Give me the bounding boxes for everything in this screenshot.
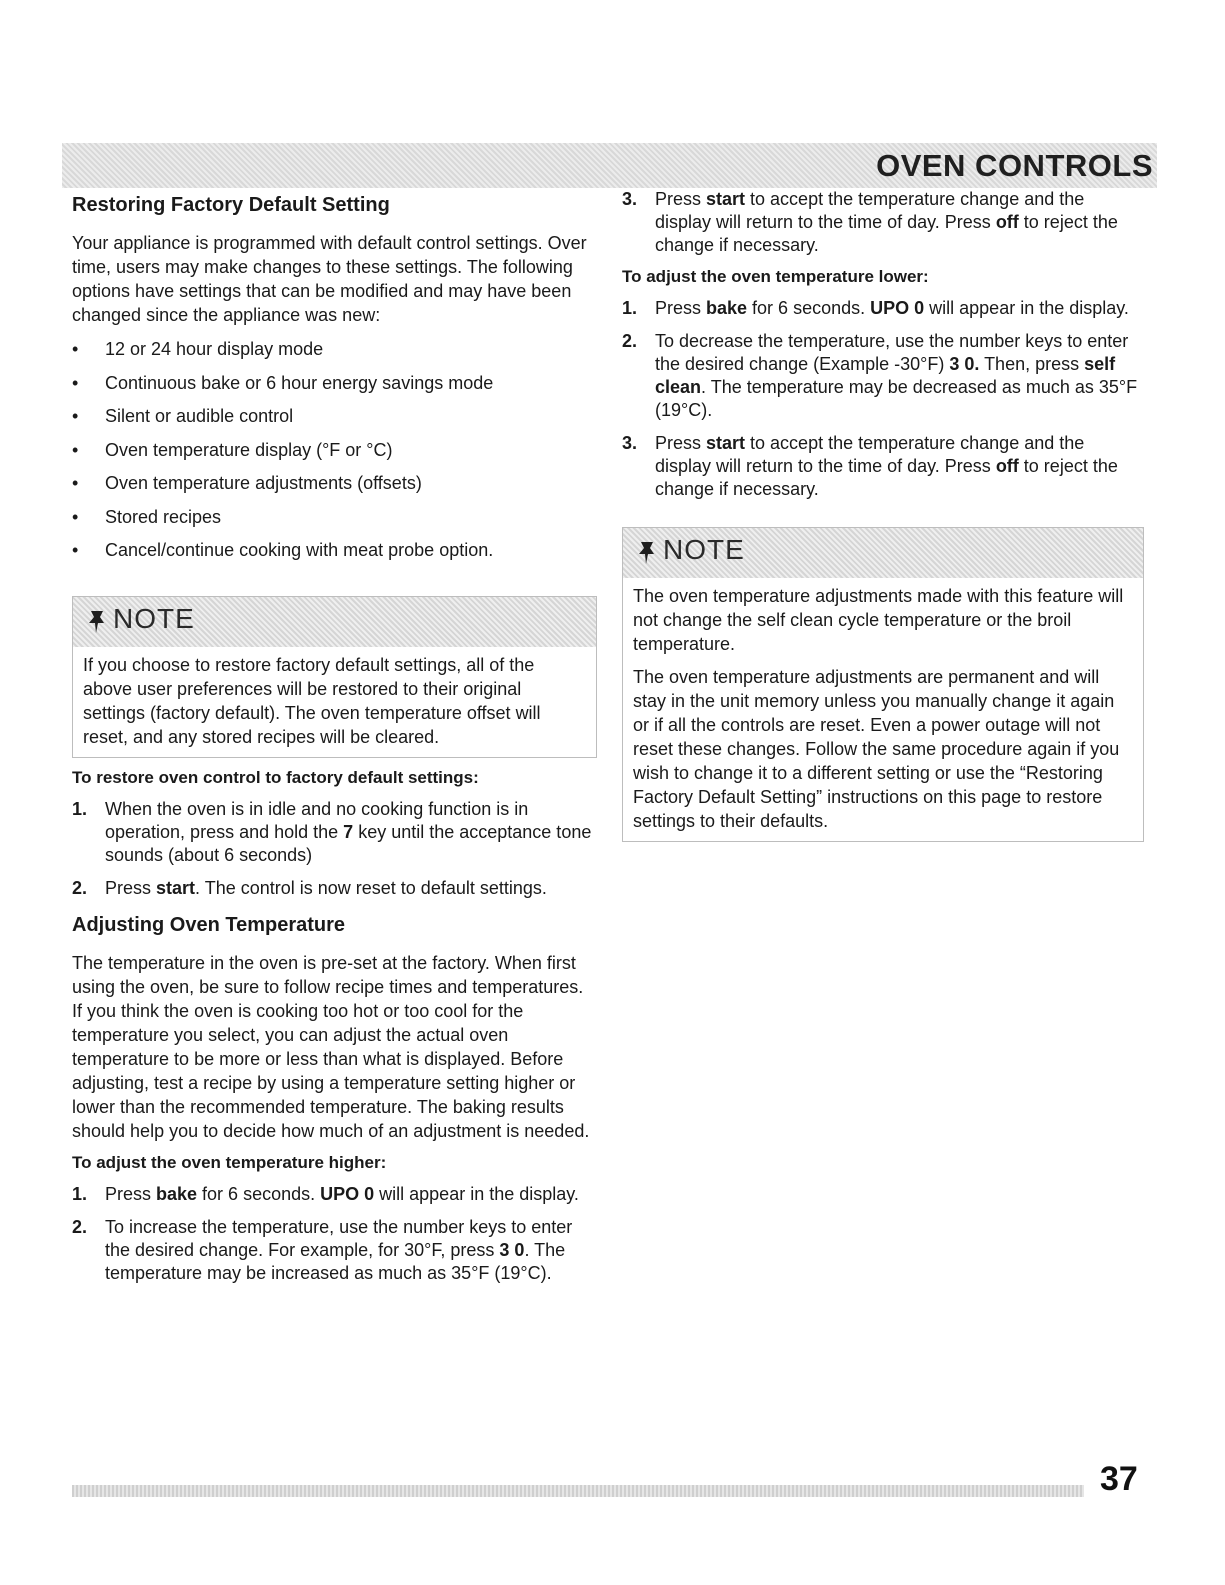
section-title: OVEN CONTROLS [876,148,1153,183]
higher-steps-list [72,1183,597,1285]
key-label: 3 0. [949,354,980,374]
pushpin-icon [87,609,109,635]
adjust-heading: Adjusting Oven Temperature [72,914,346,936]
list-item [72,877,597,900]
step-text: Then, press [979,354,1085,374]
list-item: • Oven temperature display (°F or °C) [72,438,597,462]
list-item [72,798,597,867]
list-item [622,330,1144,422]
note-label: NOTE [113,603,195,634]
list-item: • Oven temperature adjustments (offsets) [72,471,597,495]
left-column [72,188,597,1295]
lower-heading: To adjust the oven temperature lower: [622,267,929,286]
note-header [73,597,596,647]
list-item [72,1216,597,1285]
key-label: off [995,212,1019,232]
note-box-restore [72,596,597,758]
restore-intro: Your appliance is programmed with default control settings. Over time, users may make changes to these settings. The following options have settings that can be modified and may have been changed since the appliance was new: [72,233,587,325]
step-number: 2. [72,878,88,898]
key-label: 3 0 [499,1240,525,1260]
step-number: 1. [622,298,638,318]
step-text: key until the acceptance tone sounds (about 6 seconds) [105,822,592,865]
list-item: • Cancel/continue cooking with meat probe option. [72,538,597,562]
step-text: to reject the change if necessary. [655,456,1118,499]
step-text: to accept the temperature change and the display will return to the time of day. Press [655,189,1085,232]
step-text: Press [655,189,707,209]
note-box-adjust [622,527,1144,842]
page-number: 37 [1100,1460,1138,1498]
step-text: will appear in the display. [924,298,1129,318]
key-label: 7 [343,822,354,842]
list-item: • Silent or audible control [72,404,597,428]
step-number: 3. [622,189,638,209]
note-body [623,578,1143,841]
list-item [72,1183,597,1206]
higher-steps-continued [622,188,1144,257]
step-text: To decrease the temperature, use the number keys to enter the desired change (Example -30°F) [655,331,1129,374]
key-label: self clean [655,354,1116,397]
step-text: . The temperature may be decreased as much as 35°F (19°C). [655,377,1138,420]
list-item: • Stored recipes [72,505,597,529]
list-item [622,432,1144,501]
list-item: • Continuous bake or 6 hour energy savings mode [72,371,597,395]
key-label: bake [156,1184,198,1204]
key-label: start [156,878,196,898]
step-text: . The temperature may be increased as much as 35°F (19°C). [105,1240,566,1283]
step-number: 2. [72,1217,88,1237]
step-text: Press [105,1184,157,1204]
footer-bar [72,1485,1084,1497]
step-text: Press [655,298,707,318]
restore-steps-heading: To restore oven control to factory default settings: [72,768,479,787]
key-label: start [706,433,746,453]
step-text: . The control is now reset to default settings. [195,878,547,898]
list-item [622,188,1144,257]
pushpin-icon [637,540,659,566]
higher-heading: To adjust the oven temperature higher: [72,1153,387,1172]
list-item: • 12 or 24 hour display mode [72,337,597,361]
restore-heading: Restoring Factory Default Setting [72,194,390,216]
key-label: start [706,189,746,209]
key-label: off [995,456,1019,476]
step-number: 3. [622,433,638,453]
note-text: The oven temperature adjustments made with this feature will not change the self clean cycle temperature or the broil temperature. [633,586,1124,654]
step-text: To increase the temperature, use the number keys to enter the desired change. For example, for 30°F, press [105,1217,573,1260]
step-text: for 6 seconds. [747,298,871,318]
step-number: 2. [622,331,638,351]
step-text: to accept the temperature change and the display will return to the time of day. Press [655,433,1085,476]
key-label: bake [706,298,748,318]
note-label: NOTE [663,534,745,565]
step-number: 1. [72,799,88,819]
key-label: UPO 0 [870,298,925,318]
step-text: Press [105,878,157,898]
note-body [73,647,596,757]
right-column [622,188,1144,842]
note-header [623,528,1143,578]
step-text: Press [655,433,707,453]
note-text: If you choose to restore factory default settings, all of the above user preferences will be restored to their original settings (factory default). The oven temperature offset will reset, and any stored recipes will be cleared. [83,655,541,747]
settings-list [72,337,597,562]
step-text: When the oven is in idle and no cooking function is in operation, press and hold the [105,799,529,842]
section-header-band [62,143,1157,188]
restore-steps-list [72,798,597,900]
list-item [622,297,1144,320]
key-label: UPO 0 [320,1184,375,1204]
step-text: will appear in the display. [374,1184,579,1204]
note-text: The oven temperature adjustments are permanent and will stay in the unit memory unless you manually change it again or if all the controls are reset. Even a power outage will not reset these changes. Follow the same procedure again if you wish to change it to a different setting or use the “Restoring Factory Default Setting” instructions on this page to restore settings to their defaults. [633,667,1120,831]
lower-steps-list [622,297,1144,501]
step-text: for 6 seconds. [197,1184,321,1204]
step-number: 1. [72,1184,88,1204]
adjust-intro: The temperature in the oven is pre-set at the factory. When first using the oven, be sure to follow recipe times and temperatures. If you think the oven is cooking too hot or too cool for the temperature you select, you can adjust the actual oven temperature to be more or less than what is displayed. Before adjusting, test a recipe by using a temperature setting higher or lower than the recommended temperature. The baking results should help you to decide how much of an adjustment is needed. [72,953,590,1141]
step-text: to reject the change if necessary. [655,212,1118,255]
